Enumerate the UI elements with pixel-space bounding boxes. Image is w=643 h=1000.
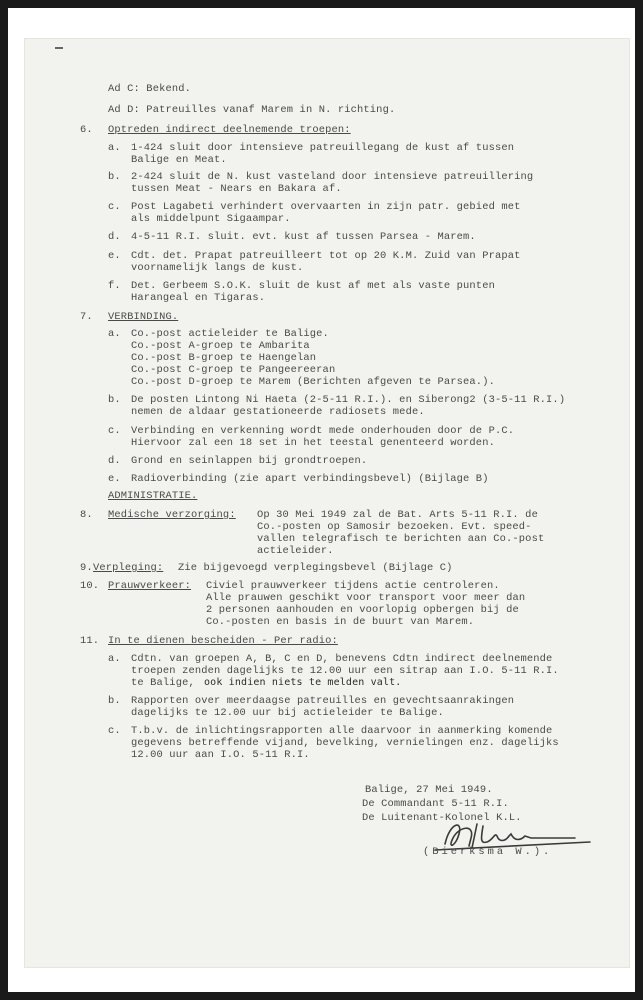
s11-a-letter: a. bbox=[108, 653, 121, 665]
section-6-number: 6. bbox=[80, 124, 93, 136]
s11-c-line1: T.b.v. de inlichtingsrapporten alle daarvoor in aanmerking komende bbox=[131, 725, 553, 737]
s6-d-line1: 4-5-11 R.I. sluit. evt. kust af tussen Parsea - Marem. bbox=[131, 231, 476, 243]
s11-c-line3: 12.00 uur aan I.O. 5-11 R.I. bbox=[131, 749, 310, 761]
section-7-title: VERBINDING. bbox=[108, 311, 179, 323]
s6-f-line2: Harangeal en Tigaras. bbox=[131, 292, 266, 304]
s10-line4: Co.-posten en basis in de buurt van Marem. bbox=[206, 616, 475, 628]
s11-a-line1: Cdtn. van groepen A, B, C en D, benevens Cdtn indirect deelnemende bbox=[131, 653, 553, 665]
punch-mark bbox=[55, 47, 63, 49]
s7-c-line1: Verbinding en verkenning wordt mede onderhouden door de P.C. bbox=[131, 425, 515, 437]
section-7-number: 7. bbox=[80, 311, 93, 323]
section-10-label: Prauwverkeer: bbox=[108, 580, 192, 592]
s11-c-line2: gegevens betreffende vijand, bevelking, vernielingen enz. dagelijks bbox=[131, 737, 559, 749]
administratie-title: ADMINISTRATIE. bbox=[108, 490, 198, 502]
s6-c-line2: als middelpunt Sigaampar. bbox=[131, 213, 291, 225]
section-11-title: In te dienen bescheiden - Per radio: bbox=[108, 635, 338, 647]
s8-line1: Op 30 Mei 1949 zal de Bat. Arts 5-11 R.I. de bbox=[257, 509, 538, 521]
ad-d-line: Ad D: Patreuilles vanaf Marem in N. richting. bbox=[108, 104, 396, 116]
s11-a-typed-insert: ook indien niets te melden valt. bbox=[204, 677, 402, 688]
s7-e-line1: Radioverbinding (zie apart verbindingsbevel) (Bijlage B) bbox=[131, 473, 489, 485]
s7-c-letter: c. bbox=[108, 425, 121, 437]
s7-d-line1: Grond en seinlappen bij grondtroepen. bbox=[131, 455, 368, 467]
commander-line: De Commandant 5-11 R.I. bbox=[362, 798, 509, 810]
s10-line2: Alle prauwen geschikt voor transport voor meer dan bbox=[206, 592, 526, 604]
s7-a-line3: Co.-post B-groep te Haengelan bbox=[131, 352, 317, 364]
s7-a-line4: Co.-post C-groep te Pangeereeran bbox=[131, 364, 336, 376]
section-11-number: 11. bbox=[80, 635, 100, 647]
s8-line2: Co.-posten op Samosir bezoeken. Evt. speed- bbox=[257, 521, 532, 533]
s6-a-letter: a. bbox=[108, 142, 121, 154]
s11-b-letter: b. bbox=[108, 695, 121, 707]
s11-b-line2: dagelijks te 12.00 uur bij actieleider te Balige. bbox=[131, 707, 444, 719]
s7-d-letter: d. bbox=[108, 455, 121, 467]
place-date: Balige, 27 Mei 1949. bbox=[365, 784, 493, 796]
s11-b-line1: Rapporten over meerdaagse patreuilles en gevechtsaanrakingen bbox=[131, 695, 515, 707]
s11-c-letter: c. bbox=[108, 725, 121, 737]
s7-a-letter: a. bbox=[108, 328, 121, 340]
section-9-label: Verpleging: bbox=[93, 562, 164, 574]
rank-line: De Luitenant-Kolonel K.L. bbox=[362, 812, 522, 824]
s6-b-line1: 2-424 sluit de N. kust vasteland door intensieve patreuillering bbox=[131, 171, 534, 183]
s7-b-line2: nemen de aldaar gestationeerde radiosets mede. bbox=[131, 406, 425, 418]
s7-a-line5: Co.-post D-groep te Marem (Berichten afgeven te Parsea.). bbox=[131, 376, 495, 388]
section-9-text: Zie bijgevoegd verplegingsbevel (Bijlage C) bbox=[178, 562, 453, 574]
section-6-title: Optreden indirect deelnemende troepen: bbox=[108, 124, 351, 136]
s6-a-line1: 1-424 sluit door intensieve patreuillegang de kust af tussen bbox=[131, 142, 515, 154]
s10-line1: Civiel prauwverkeer tijdens actie centroleren. bbox=[206, 580, 500, 592]
s7-b-letter: b. bbox=[108, 394, 121, 406]
s6-c-line1: Post Lagabeti verhindert overvaarten in zijn patr. gebied met bbox=[131, 201, 521, 213]
s6-f-letter: f. bbox=[108, 280, 121, 292]
s6-f-line1: Det. Gerbeem S.O.K. sluit de kust af met als vaste punten bbox=[131, 280, 495, 292]
section-8-number: 8. bbox=[80, 509, 93, 521]
s6-e-line2: voornamelijk langs de kust. bbox=[131, 262, 304, 274]
section-10-number: 10. bbox=[80, 580, 100, 592]
s7-a-line1: Co.-post actieleider te Balige. bbox=[131, 328, 329, 340]
s8-line4: actieleider. bbox=[257, 545, 334, 557]
s6-e-letter: e. bbox=[108, 250, 121, 262]
s10-line3: 2 personen aanhouden en voorlopig opbergen bij de bbox=[206, 604, 519, 616]
s6-c-letter: c. bbox=[108, 201, 121, 213]
section-8-label: Medische verzorging: bbox=[108, 509, 236, 521]
section-9-number: 9. bbox=[80, 562, 93, 574]
signatory-name: (Bierksma W.). bbox=[423, 846, 553, 858]
s6-e-line1: Cdt. det. Prapat patreuilleert tot op 20 K.M. Zuid van Prapat bbox=[131, 250, 521, 262]
ad-c-line: Ad C: Bekend. bbox=[108, 83, 192, 95]
s11-a-line2: troepen zenden dagelijks te 12.00 uur een sitrap aan I.O. 5-11 R.I. bbox=[131, 665, 559, 677]
s6-a-line2: Balige en Meat. bbox=[131, 154, 227, 166]
s6-b-line2: tussen Meat - Nears en Bakara af. bbox=[131, 183, 342, 195]
s6-d-letter: d. bbox=[108, 231, 121, 243]
s7-c-line2: Hiervoor zal een 18 set in het teestal genenteerd worden. bbox=[131, 437, 495, 449]
s8-line3: vallen telegrafisch te berichten aan Co.-post bbox=[257, 533, 545, 545]
s6-b-letter: b. bbox=[108, 171, 121, 183]
s11-a-line3: te Balige, bbox=[131, 677, 195, 689]
s7-e-letter: e. bbox=[108, 473, 121, 485]
s7-b-line1: De posten Lintong Ni Haeta (2-5-11 R.I.). en Siberong2 (3-5-11 R.I.) bbox=[131, 394, 566, 406]
s7-a-line2: Co.-post A-groep te Ambarita bbox=[131, 340, 310, 352]
